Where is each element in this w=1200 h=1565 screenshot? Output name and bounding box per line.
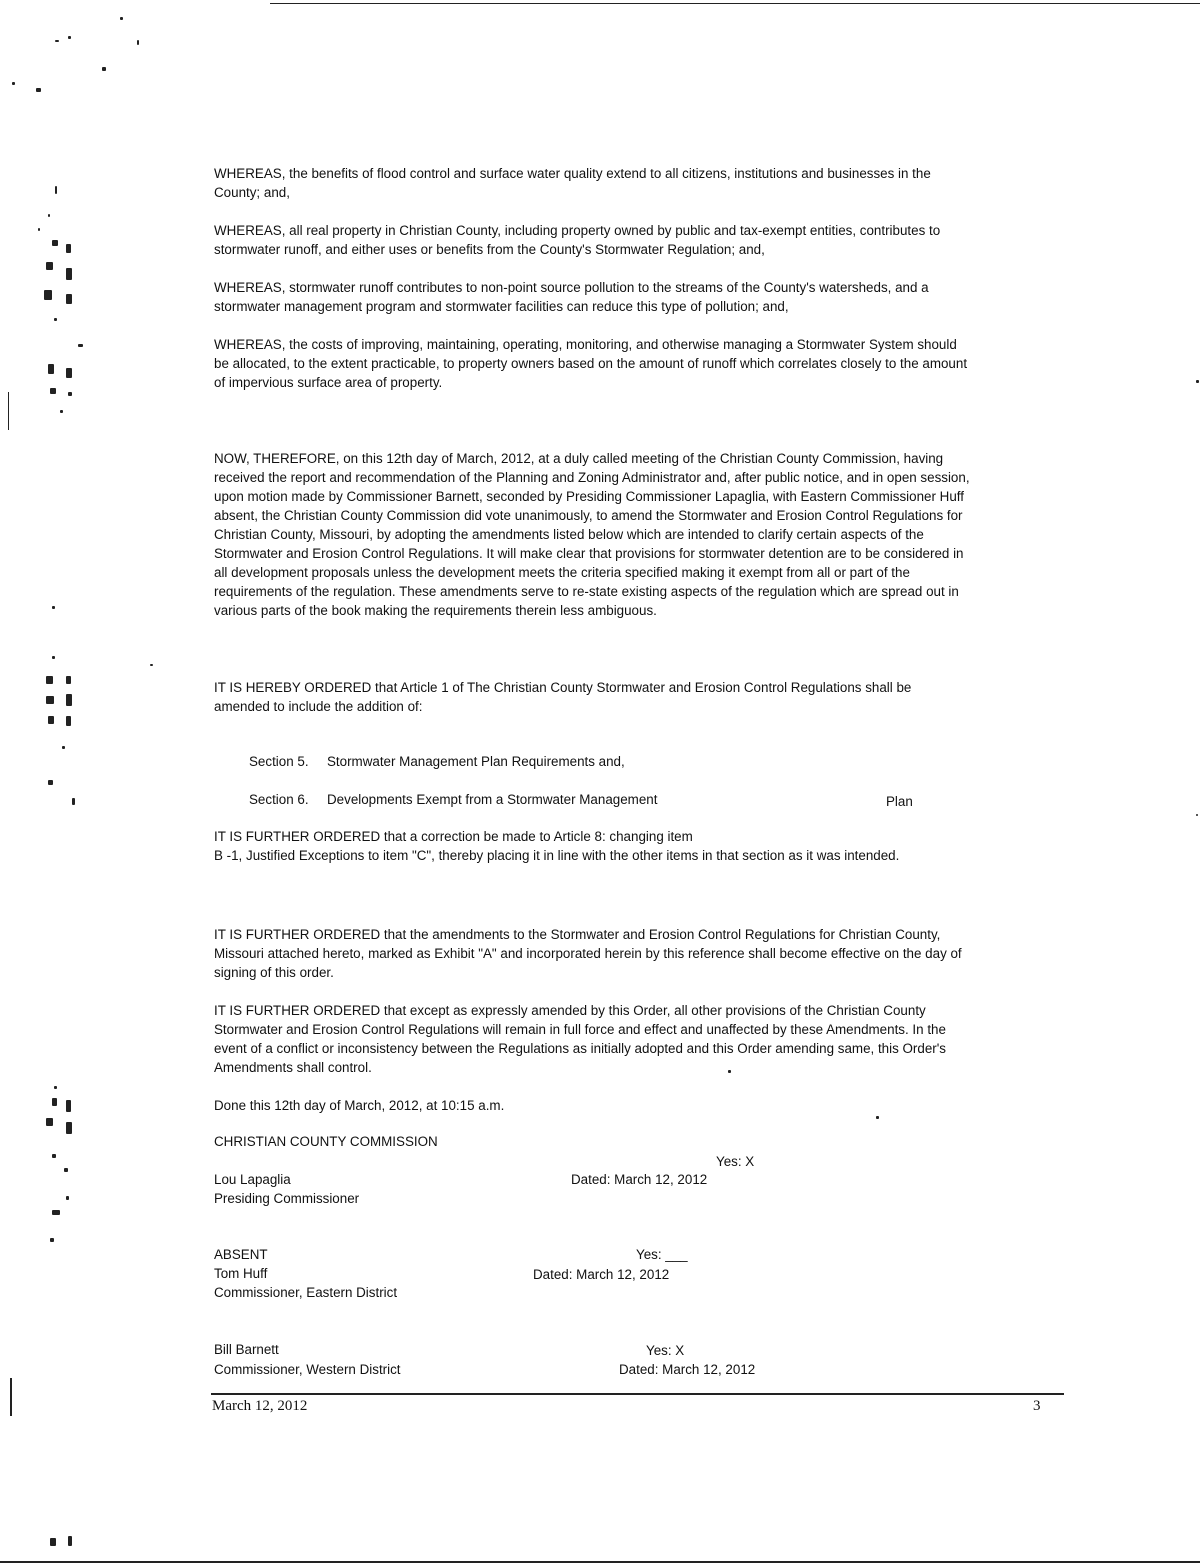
- barnett-dated: Dated: March 12, 2012: [619, 1362, 756, 1377]
- commission-heading: CHRISTIAN COUNTY COMMISSION: [214, 1134, 438, 1149]
- barnett-title: Commissioner, Western District: [214, 1362, 401, 1377]
- lapaglia-vote: Yes: X: [716, 1154, 755, 1169]
- lapaglia-dated: Dated: March 12, 2012: [571, 1172, 708, 1187]
- footer-page-number: 3: [1033, 1398, 1041, 1414]
- whereas-paragraph-2: WHEREAS, all real property in Christian County, including property owned by public and tax-exempt entities, contributes to stormwater runoff, and either uses or benefits from the County's Stormwater Regulation; and,: [214, 223, 941, 257]
- section-5-title: Stormwater Management Plan Requirements and,: [327, 754, 625, 769]
- left-margin-mark-lower: [10, 1378, 12, 1416]
- bottom-border-rule: [0, 1561, 1200, 1563]
- lapaglia-name: Lou Lapaglia: [214, 1172, 291, 1187]
- whereas-paragraph-3: WHEREAS, stormwater runoff contributes to non-point source pollution to the streams of the County's watersheds, and a stormwater management program and stormwater facilities can reduce this type of pollution; and,: [214, 280, 929, 314]
- huff-title: Commissioner, Eastern District: [214, 1285, 398, 1300]
- further-ordered-3-paragraph: IT IS FURTHER ORDERED that except as expressly amended by this Order, all other provisions of the Christian County Stormwater and Erosion Control Regulations will remain in full force and effect and unaffected by these Amendments. In the event of a conflict or inconsistency between the Regulations as initially adopted and this Order amending same, this Order's Amendments shall control.: [214, 1003, 946, 1075]
- section-6-title-tail: Plan: [886, 794, 913, 809]
- whereas-paragraph-4: WHEREAS, the costs of improving, maintaining, operating, monitoring, and otherwise managing a Stormwater System should be allocated, to the extent practicable, to property owners based on the amount of runoff which correlates closely to the amount of impervious surface area of property.: [214, 337, 968, 390]
- done-date-line: Done this 12th day of March, 2012, at 10:15 a.m.: [214, 1098, 505, 1113]
- barnett-vote: Yes: X: [646, 1343, 685, 1358]
- huff-vote: Yes: ___: [636, 1247, 688, 1262]
- further-ordered-2-paragraph: IT IS FURTHER ORDERED that the amendments to the Stormwater and Erosion Control Regulations for Christian County, Missouri attached hereto, marked as Exhibit "A" and incorporated herein by this reference shall become effective on the day of signing of this order.: [214, 927, 962, 980]
- huff-dated: Dated: March 12, 2012: [533, 1267, 670, 1282]
- footer-rule: [211, 1393, 1064, 1395]
- huff-name: Tom Huff: [214, 1266, 268, 1281]
- section-5-number: Section 5.: [249, 754, 309, 769]
- top-border-rule: [270, 3, 1200, 4]
- section-6-title: Developments Exempt from a Stormwater Management: [327, 792, 658, 807]
- footer-date: March 12, 2012: [212, 1398, 308, 1414]
- now-therefore-paragraph: NOW, THEREFORE, on this 12th day of March, 2012, at a duly called meeting of the Christian County Commission, having received the report and recommendation of the Planning and Zoning Administrator and, after public notice, and in open session, upon motion made by Commissioner Barnett, seconded by Presiding Commissioner Lapaglia, with Eastern Commissioner Huff absent, the Christian County Commission did vote unanimously, to amend the Stormwater and Erosion Control Regulations for Christian County, Missouri, by adopting the amendments listed below which are intended to clarify certain aspects of the Stormwater and Erosion Control Regulations. It will make clear that provisions for stormwater detention are to be considered in all development proposals unless the development meets the criteria specified making it exempt from all or part of the requirements of the regulation. These amendments serve to re-state existing aspects of the regulation which are spread out in various parts of the book making the requirements therein less ambiguous.: [214, 451, 970, 618]
- whereas-paragraph-1: WHEREAS, the benefits of flood control and surface water quality extend to all citizens, institutions and businesses in the County; and,: [214, 166, 931, 200]
- section-6-number: Section 6.: [249, 792, 309, 807]
- lapaglia-title: Presiding Commissioner: [214, 1191, 360, 1206]
- further-ordered-1-remainder: B -1, Justified Exceptions to item "C", thereby placing it in line with the other items in that section as it was intended.: [214, 848, 900, 863]
- left-margin-mark: [8, 392, 9, 430]
- further-ordered-1-first-line: IT IS FURTHER ORDERED that a correction be made to Article 8: changing item: [214, 829, 693, 844]
- barnett-name: Bill Barnett: [214, 1342, 279, 1357]
- hereby-ordered-paragraph: IT IS HEREBY ORDERED that Article 1 of The Christian County Stormwater and Erosion Control Regulations shall be amended to include the addition of:: [214, 680, 912, 714]
- huff-absent-status: ABSENT: [214, 1247, 268, 1262]
